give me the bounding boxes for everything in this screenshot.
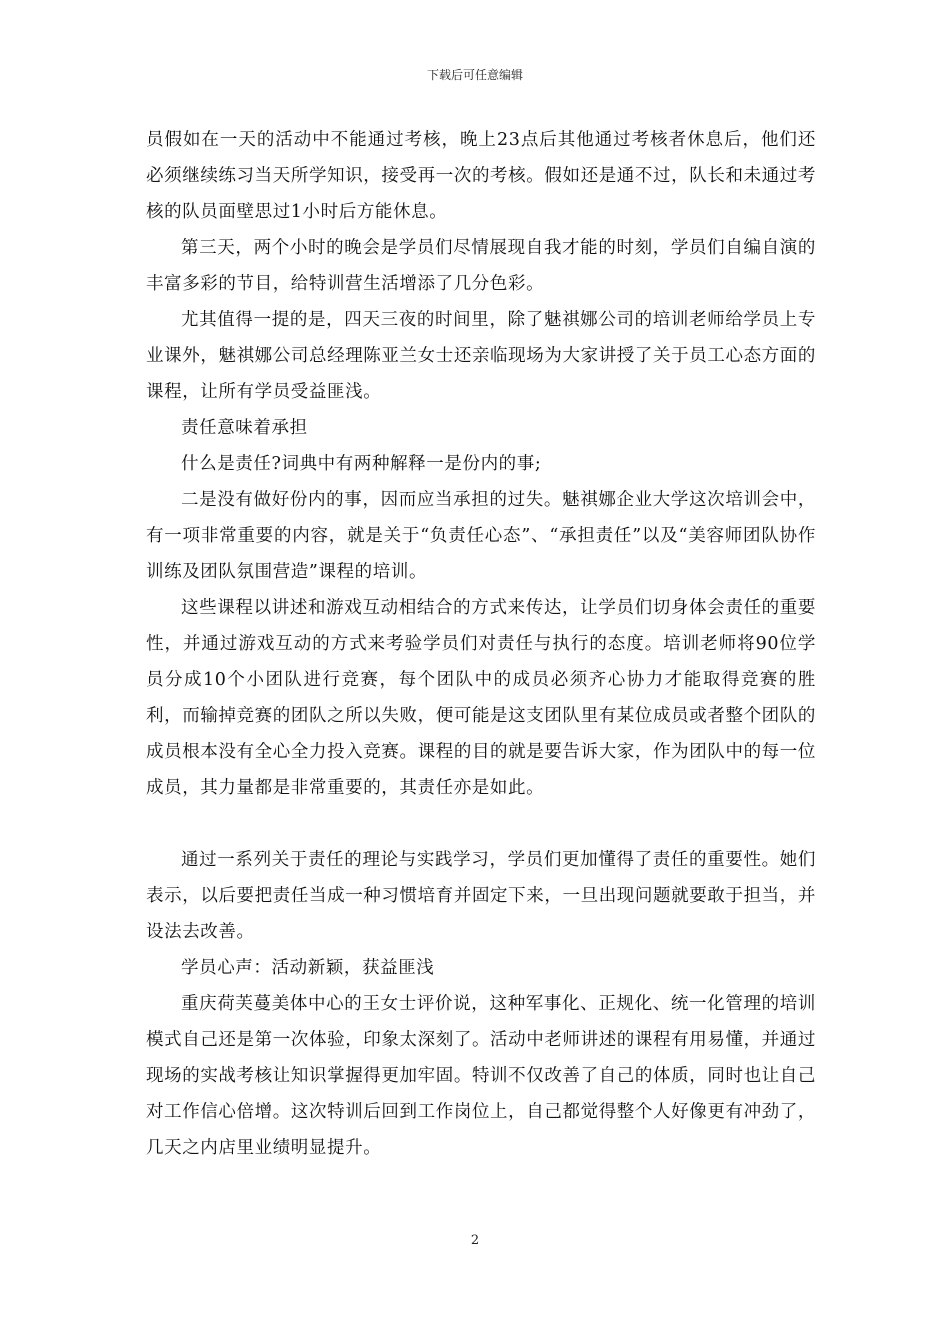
paragraph-testimonial: 重庆荷芙蔓美体中心的王女士评价说，这种军事化、正规化、统一化管理的培训模式自己还是第一次体验，印象太深刻了。活动中老师讲述的课程有用易懂，并通过现场的实战考核让知识掌握得更加牢固。特训不仅改善了自己的体质，同时也让自己对工作信心倍增。这次特训后回到工作岗位上，自己都觉得整个人好像更有冲劲了，几天之内店里业绩明显提升。 [146,994,816,1158]
page-number: 2 [470,1233,480,1248]
paragraph-general-manager: 尤其值得一提的是，四天三夜的时间里，除了魅祺娜公司的培训老师给学员上专业课外，魅祺娜公司总经理陈亚兰女士还亲临现场为大家讲授了关于员工心态方面的课程，让所有学员受益匪浅。 [146,310,816,402]
section-heading-responsibility: 责任意味着承担 [181,418,308,438]
paragraph-definition-2: 二是没有做好份内的事，因而应当承担的过失。魅祺娜企业大学这次培训会中，有一项非常重要的内容，就是关于“负责任心态”、“承担责任”以及“美容师团队协作训练及团队氛围营造”课程的培训。 [146,490,816,582]
paragraph-learning: 通过一系列关于责任的理论与实践学习，学员们更加懂得了责任的重要性。她们表示，以后要把责任当成一种习惯培育并固定下来，一旦出现问题就要敢于担当，并设法去改善。 [146,850,816,942]
section-heading-feedback: 学员心声：活动新颖，获益匪浅 [181,958,435,978]
paragraph-spacer [146,806,816,842]
paragraph-courses: 这些课程以讲述和游戏互动相结合的方式来传达，让学员们切身体会责任的重要性，并通过游戏互动的方式来考验学员们对责任与执行的态度。培训老师将90位学员分成10个小团队进行竞赛，每个团队中的成员必须齐心协力才能取得竞赛的胜利，而输掉竞赛的团队之所以失败，便可能是这支团队里有某位成员或者整个团队的成员根本没有全心全力投入竞赛。课程的目的就是要告诉大家，作为团队中的每一位成员，其力量都是非常重要的，其责任亦是如此。 [146,598,816,798]
paragraph-continuation: 员假如在一天的活动中不能通过考核，晚上23点后其他通过考核者休息后，他们还必须继续练习当天所学知识，接受再一次的考核。假如还是通不过，队长和未通过考核的队员面壁思过1小时后方能休息。 [146,130,816,222]
paragraph-day-three: 第三天，两个小时的晚会是学员们尽情展现自我才能的时刻，学员们自编自演的丰富多彩的节目，给特训营生活增添了几分色彩。 [146,238,816,294]
page-header: 下载后可任意编辑 [426,68,523,82]
document-body [146,122,816,1166]
paragraph-definition-1: 什么是责任?词典中有两种解释一是份内的事; [181,454,542,474]
